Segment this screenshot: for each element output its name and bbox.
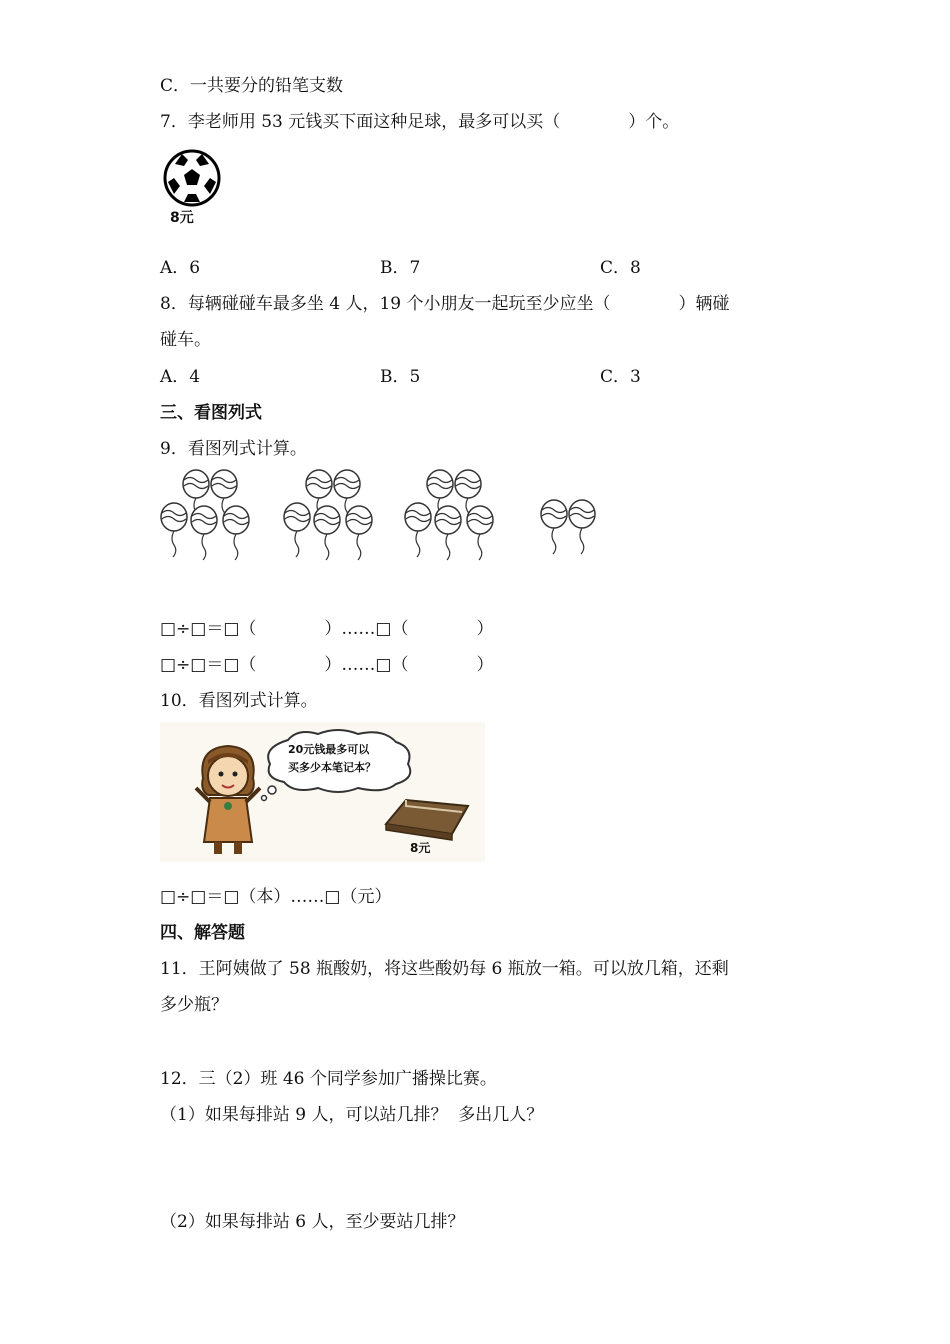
balloon-icon <box>346 506 372 560</box>
balloon-icon <box>191 506 217 560</box>
q9-question: 9．看图列式计算。 <box>160 439 307 459</box>
balloon-icon <box>284 503 310 557</box>
q11-question-line1: 11．王阿姨做了 58 瓶酸奶，将这些酸奶每 6 瓶放一箱。可以放几箱，还剩 <box>160 959 729 979</box>
q12-question: 12．三（2）班 46 个同学参加广播操比赛。 <box>160 1069 497 1089</box>
q8-option-a: A．4 <box>160 367 201 387</box>
soccer-ball-icon <box>162 148 222 208</box>
q8-option-c: C．3 <box>600 367 641 387</box>
balloon-picture <box>150 462 620 562</box>
balloon-icon <box>569 500 595 554</box>
q10-formula: □÷□＝□（本）……□（元） <box>160 887 392 907</box>
q10-question: 10．看图列式计算。 <box>160 691 318 711</box>
book-price-label: 8元 <box>410 841 431 855</box>
q7-option-c: C．8 <box>600 258 641 278</box>
section3-title: 三、看图列式 <box>160 403 262 423</box>
bubble-text-line2: 买多少本笔记本？ <box>288 761 376 774</box>
q12-part1: （1）如果每排站 9 人，可以站几排？ 多出几人？ <box>160 1105 544 1125</box>
balloon-icon <box>405 503 431 557</box>
q7-option-a: A．6 <box>160 258 201 278</box>
balloon-icon <box>435 506 461 560</box>
girl-icon <box>188 740 268 860</box>
balloon-icon <box>467 506 493 560</box>
q7-option-b: B．7 <box>380 258 421 278</box>
notebook-picture <box>160 722 485 862</box>
balloon-icon <box>223 506 249 560</box>
balloon-icon <box>314 506 340 560</box>
balloon-icon <box>161 503 187 557</box>
q6-option-c: C．一共要分的铅笔支数 <box>160 76 344 96</box>
q7-price-label: 8元 <box>170 210 194 226</box>
section4-title: 四、解答题 <box>160 923 245 943</box>
q9-formula-1: □÷□＝□（ ）……□（ ） <box>160 619 494 639</box>
q8-question-line2: 碰车。 <box>160 330 211 350</box>
q9-formula-2: □÷□＝□（ ）……□（ ） <box>160 655 494 675</box>
q11-question-line2: 多少瓶？ <box>160 995 228 1015</box>
q7-question: 7．李老师用 53 元钱买下面这种足球，最多可以买（ ）个。 <box>160 112 680 132</box>
q12-part2: （2）如果每排站 6 人，至少要站几排？ <box>160 1212 465 1232</box>
q8-option-b: B．5 <box>380 367 421 387</box>
balloon-icon <box>541 500 567 554</box>
notebook-icon <box>382 794 472 840</box>
q8-question-line1: 8．每辆碰碰车最多坐 4 人，19 个小朋友一起玩至少应坐（ ）辆碰 <box>160 294 730 314</box>
bubble-text-line1: 20元钱最多可以 <box>288 743 370 756</box>
